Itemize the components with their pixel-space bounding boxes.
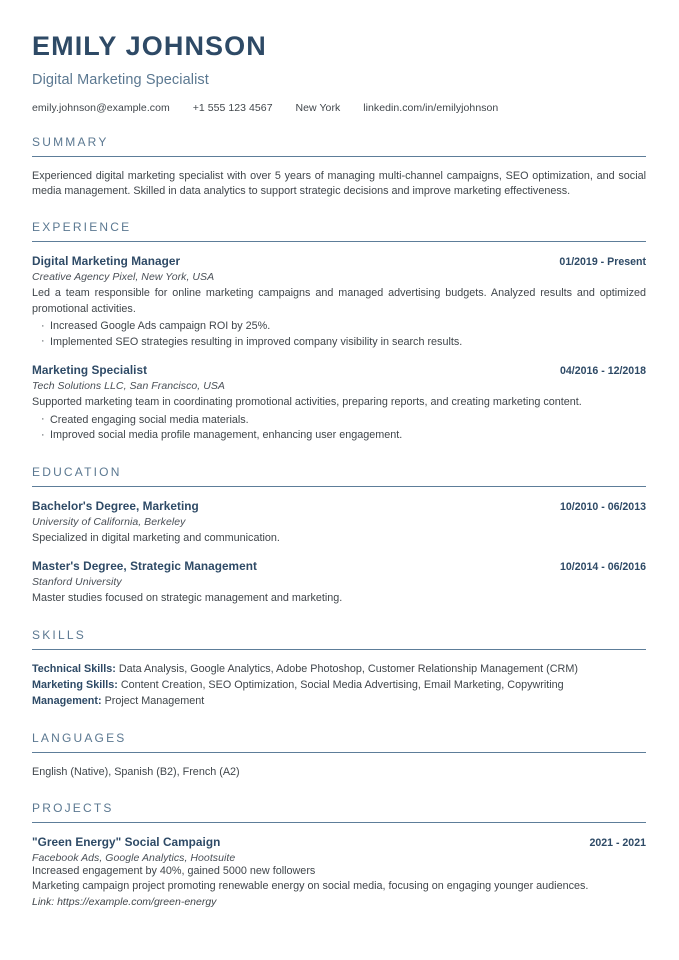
section-experience [32, 220, 646, 444]
education-entry [32, 499, 646, 546]
summary-text: Experienced digital marketing specialist with over 5 years of managing multi-channel campaigns, SEO optimization, and social media management. Skilled in data analytics to support strategic decisions and improve marketing effectiveness. [32, 169, 646, 198]
entry-title: Bachelor's Degree, Marketing [32, 498, 199, 513]
entry-header [32, 559, 646, 573]
skill-row [32, 678, 646, 694]
section-title-education: EDUCATION [32, 464, 122, 479]
entry-subtitle: Facebook Ads, Google Analytics, Hootsuite [32, 851, 236, 864]
entry-bullet-list [32, 413, 646, 444]
skill-row [32, 662, 646, 678]
entry-subtitle: Stanford University [32, 576, 122, 589]
education-body [32, 499, 646, 607]
skill-category-label: Technical Skills: [32, 662, 116, 675]
section-title-projects: PROJECTS [32, 800, 114, 815]
entry-bullet-list [32, 319, 646, 350]
project-description: Marketing campaign project promoting renewable energy on social media, focusing on engaging younger audiences. [32, 880, 589, 893]
contact-linkedin[interactable]: linkedin.com/in/emilyjohnson [363, 101, 499, 114]
list-item: · Implemented SEO strategies resulting in improved company visibility in search results. [41, 335, 646, 351]
entry-title: "Green Energy" Social Campaign [32, 834, 221, 849]
entry-date: 10/2010 - 06/2013 [559, 500, 646, 513]
entry-date: 2021 - 2021 [589, 836, 646, 849]
skill-category-value: Data Analysis, Google Analytics, Adobe Photoshop, Customer Relationship Management (CRM) [118, 662, 578, 675]
section-education [32, 465, 646, 607]
experience-entry [32, 363, 646, 444]
entry-header [32, 499, 646, 513]
contact-email[interactable]: emily.johnson@example.com [32, 101, 170, 114]
section-projects [32, 801, 646, 910]
entry-header [32, 363, 646, 377]
languages-text: English (Native), Spanish (B2), French (A2) [32, 765, 240, 778]
candidate-job-title: Digital Marketing Specialist [32, 71, 209, 88]
skill-category-label: Marketing Skills: [32, 678, 118, 691]
contact-line [32, 102, 646, 114]
contact-location: New York [295, 101, 341, 114]
list-item: · Created engaging social media materials. [41, 413, 646, 429]
entry-date: 01/2019 - Present [559, 256, 646, 269]
entry-subtitle: Creative Agency Pixel, New York, USA [32, 271, 215, 284]
skills-body [32, 662, 646, 710]
entry-date: 10/2014 - 06/2016 [559, 561, 646, 574]
list-item: · Improved social media profile management, enhancing user engagement. [41, 428, 646, 444]
entry-header [32, 254, 646, 268]
entry-description: Led a team responsible for online marketing campaigns and managed advertising budgets. Analyzed results and optimized promotional activities. [32, 287, 646, 315]
entry-title: Master's Degree, Strategic Management [32, 559, 257, 574]
entry-description: Master studies focused on strategic management and marketing. [32, 592, 343, 605]
section-divider [32, 822, 646, 823]
experience-entry [32, 254, 646, 350]
project-entry [32, 835, 646, 910]
experience-body [32, 254, 646, 444]
skill-category-value: Content Creation, SEO Optimization, Social Media Advertising, Email Marketing, Copywriting [120, 678, 564, 691]
skill-row [32, 694, 646, 710]
summary-body [32, 169, 646, 200]
section-divider [32, 649, 646, 650]
project-link[interactable]: Link: https://example.com/green-energy [32, 895, 217, 908]
skill-category-label: Management: [32, 694, 102, 707]
entry-date: 04/2016 - 12/2018 [559, 365, 646, 378]
entry-title: Digital Marketing Manager [32, 254, 181, 269]
resume-header [32, 30, 646, 114]
entry-header [32, 835, 646, 849]
list-item: · Increased Google Ads campaign ROI by 25%. [41, 319, 646, 335]
languages-body [32, 765, 646, 780]
skill-category-value: Project Management [104, 694, 205, 707]
section-title-summary: SUMMARY [32, 134, 109, 149]
section-title-skills: SKILLS [32, 627, 86, 642]
section-title-languages: LANGUAGES [32, 730, 127, 745]
section-languages [32, 731, 646, 780]
contact-phone[interactable]: +1 555 123 4567 [192, 101, 273, 114]
project-result: Increased engagement by 40%, gained 5000 new followers [32, 864, 316, 877]
section-summary [32, 135, 646, 200]
entry-title: Marketing Specialist [32, 363, 148, 378]
section-skills [32, 628, 646, 710]
section-divider [32, 486, 646, 487]
entry-description: Supported marketing team in coordinating promotional activities, preparing reports, and creating marketing content. [32, 396, 582, 409]
section-title-experience: EXPERIENCE [32, 220, 132, 235]
section-divider [32, 752, 646, 753]
entry-subtitle: Tech Solutions LLC, San Francisco, USA [32, 380, 225, 393]
section-divider [32, 241, 646, 242]
candidate-name: EMILY JOHNSON [32, 31, 267, 61]
education-entry [32, 559, 646, 606]
section-divider [32, 156, 646, 157]
entry-subtitle: University of California, Berkeley [32, 515, 186, 528]
entry-description: Specialized in digital marketing and communication. [32, 531, 280, 544]
projects-body [32, 835, 646, 910]
